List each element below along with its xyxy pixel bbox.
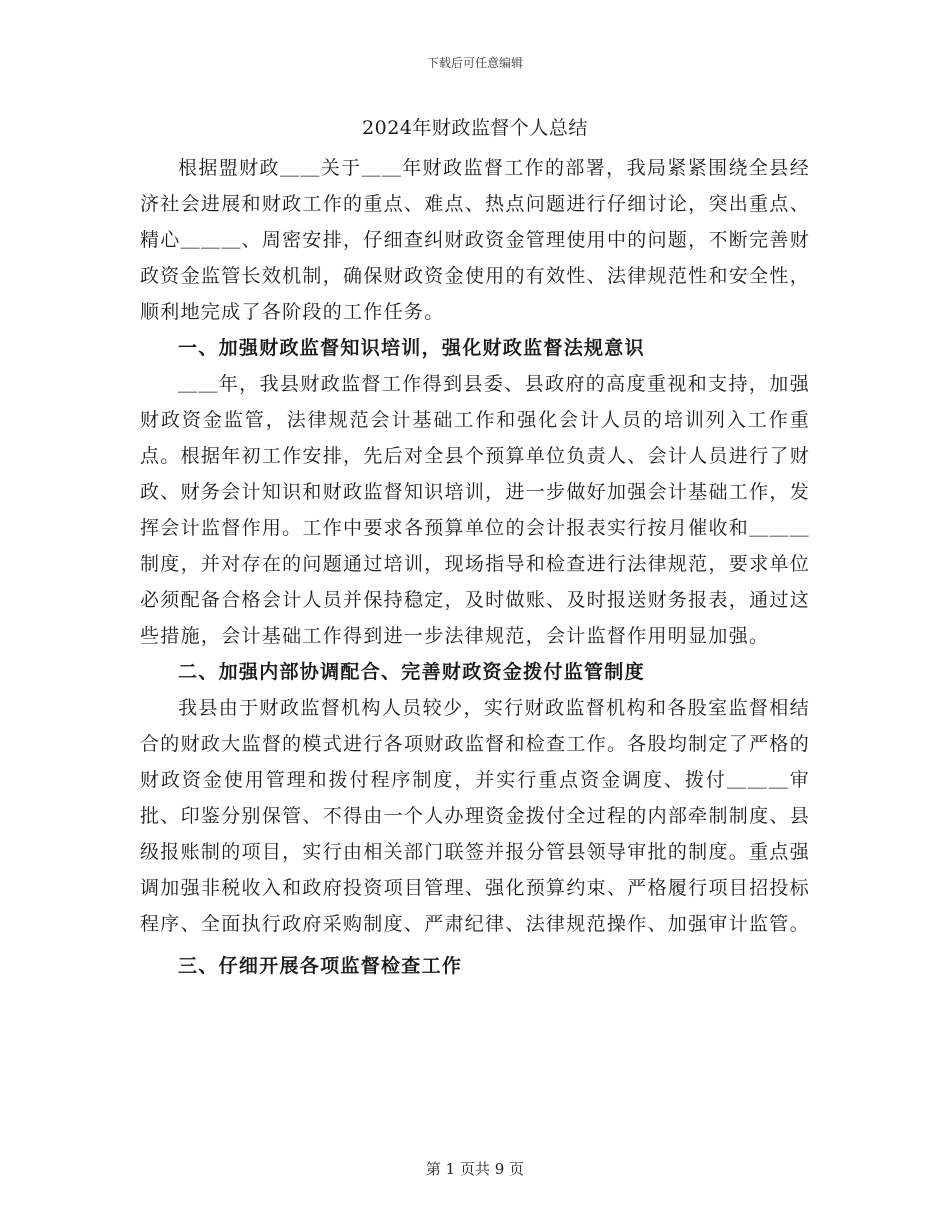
page-number: 第 1 页共 9 页 — [425, 1160, 525, 1178]
intro-paragraph: 根据盟财政＿＿关于＿＿年财政监督工作的部署，我局紧紧围绕全县经济社会进展和财政工作的重点、难点、热点问题进行仔细讨论，突出重点、精心＿＿＿、周密安排，仔细查纠财政资金管理使用中的问题，不断完善财政资金监管长效机制，确保财政资金使用的有效性、法律规范性和安全性，顺利地完成了各阶段的工作任务。 — [140, 157, 810, 323]
document-body — [140, 114, 810, 984]
section-3-heading: 三、仔细开展各项监督检查工作 — [178, 955, 463, 977]
section-1-heading: 一、加强财政监督知识培训，强化财政监督法规意识 — [178, 337, 645, 359]
section-2-heading: 二、加强内部协调配合、完善财政资金拨付监管制度 — [178, 661, 645, 683]
section-1-paragraph: ＿＿年，我县财政监督工作得到县委、县政府的高度重视和支持，加强财政资金监管，法律规范会计基础工作和强化会计人员的培训列入工作重点。根据年初工作安排，先后对全县个预算单位负责人、会计人员进行了财政、财务会计知识和财政监督知识培训，进一步做好加强会计基础工作，发挥会计监督作用。工作中要求各预算单位的会计报表实行按月催收和＿＿＿制度，并对存在的问题通过培训，现场指导和检查进行法律规范，要求单位必须配备合格会计人员并保持稳定，及时做账、及时报送财务报表，通过这些措施，会计基础工作得到进一步法律规范，会计监督作用明显加强。 — [140, 373, 810, 647]
download-note: 下载后可任意编辑 — [426, 56, 523, 70]
document-title: 2024年财政监督个人总结 — [362, 117, 588, 139]
section-2-paragraph: 我县由于财政监督机构人员较少，实行财政监督机构和各股室监督相结合的财政大监督的模式进行各项财政监督和检查工作。各股均制定了严格的财政资金使用管理和拨付程序制度，并实行重点资金调度、拨付＿＿＿审批、印鉴分别保管、不得由一个人办理资金拨付全过程的内部牵制制度、县级报账制的项目，实行由相关部门联签并报分管县领导审批的制度。重点强调加强非税收入和政府投资项目管理、强化预算约束、严格履行项目招投标程序、全面执行政府采购制度、严肃纪律、法律规范操作、加强审计监管。 — [140, 697, 810, 935]
